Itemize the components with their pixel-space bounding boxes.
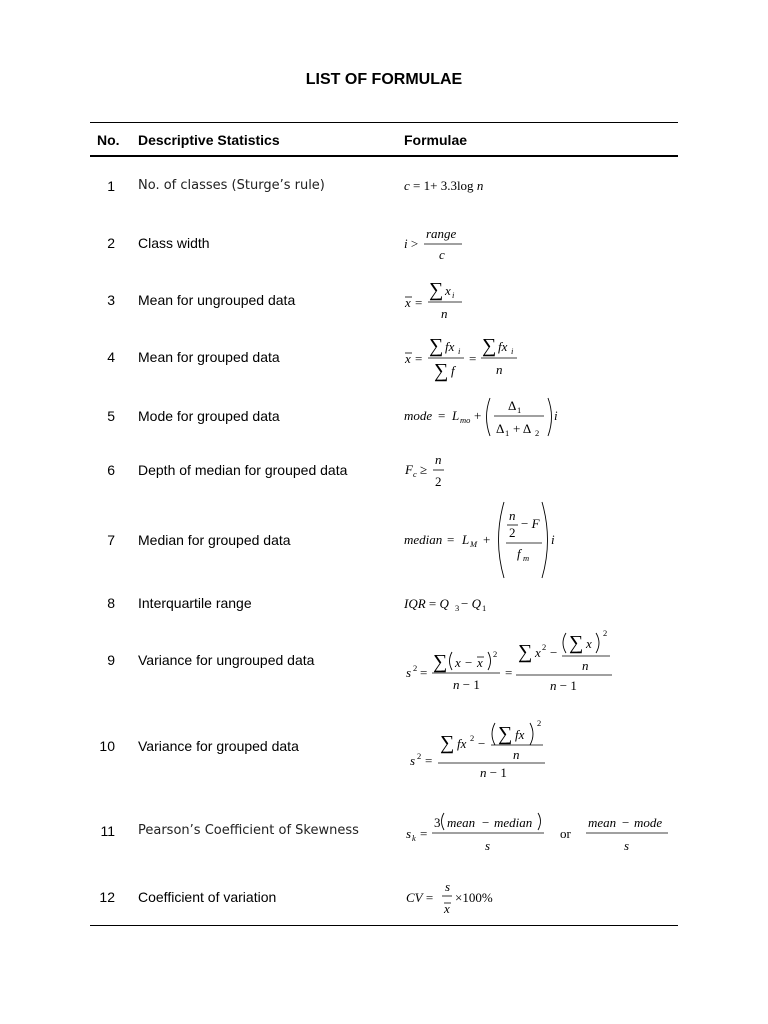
svg-text:3: 3 <box>455 603 460 613</box>
svg-text:+: + <box>474 408 482 423</box>
svg-text:∑: ∑ <box>429 335 444 357</box>
svg-text:i >: i > <box>404 236 419 251</box>
svg-text:3: 3 <box>434 815 441 830</box>
header-descriptive-statistics: Descriptive Statistics <box>138 132 280 148</box>
formula-median-grouped <box>400 498 580 582</box>
svg-text:x: x <box>477 655 483 670</box>
svg-text:2: 2 <box>493 649 498 659</box>
row-description: Coefficient of variation <box>138 889 277 905</box>
row-description: Variance for grouped data <box>138 738 299 754</box>
svg-text:2: 2 <box>470 733 475 743</box>
svg-text:n: n <box>509 508 516 523</box>
row-description: Variance for ungrouped data <box>138 652 315 668</box>
svg-text:+: + <box>483 532 491 547</box>
svg-text:s: s <box>485 838 491 853</box>
svg-text:fx: fx <box>445 339 455 354</box>
svg-text:=: = <box>425 753 433 768</box>
row-number: 9 <box>107 652 115 668</box>
svg-text:F: F <box>405 462 413 477</box>
formula-median-depth <box>400 450 520 496</box>
svg-text:x: x <box>586 636 592 651</box>
svg-text:or: or <box>560 826 571 841</box>
row-number: 6 <box>107 462 115 478</box>
row-description: Mode for grouped data <box>138 408 280 424</box>
svg-text:∑: ∑ <box>498 723 513 745</box>
svg-text:M: M <box>470 539 478 549</box>
row-number: 10 <box>99 738 115 754</box>
svg-text:i: i <box>551 532 555 547</box>
svg-text:L: L <box>452 408 460 423</box>
svg-text:2: 2 <box>413 663 418 673</box>
row-number: 4 <box>107 349 115 365</box>
formula-mode-grouped <box>400 392 580 442</box>
svg-text:=: = <box>469 351 477 366</box>
svg-text:×100%: ×100% <box>455 890 493 905</box>
svg-text:=: = <box>420 665 428 680</box>
svg-text:mode: mode <box>404 408 433 423</box>
svg-text:c = 1+ 3.3log n: c = 1+ 3.3log n <box>404 178 484 193</box>
svg-text:i: i <box>511 346 514 356</box>
svg-text:=: = <box>447 532 455 547</box>
row-number: 12 <box>99 889 115 905</box>
row-description: Interquartile range <box>138 595 252 611</box>
svg-text:f: f <box>451 363 455 378</box>
svg-text:c: c <box>439 247 445 262</box>
svg-text:mean: mean <box>588 815 617 830</box>
row-description: Mean for ungrouped data <box>138 292 296 308</box>
table-top-rule <box>90 122 678 123</box>
svg-text:1: 1 <box>517 405 522 415</box>
svg-text:=: = <box>420 826 428 841</box>
svg-text:2: 2 <box>535 428 540 438</box>
svg-text:Δ: Δ <box>508 398 517 413</box>
svg-text:∑: ∑ <box>569 632 584 654</box>
svg-text:x: x <box>445 283 451 298</box>
svg-text:∑: ∑ <box>518 641 533 663</box>
svg-text:median: median <box>494 815 533 830</box>
svg-text:i: i <box>458 346 461 356</box>
svg-text:∑: ∑ <box>482 335 497 357</box>
svg-text:fx: fx <box>457 736 467 751</box>
svg-text:2: 2 <box>542 642 547 652</box>
svg-text:−: − <box>550 645 558 660</box>
svg-text:s: s <box>445 879 451 894</box>
svg-text:≥: ≥ <box>420 462 428 477</box>
svg-text:x: x <box>405 351 411 366</box>
page-title: LIST OF FORMULAE <box>305 71 463 88</box>
row-description: Depth of median for grouped data <box>138 462 348 478</box>
svg-text:=: = <box>505 665 513 680</box>
svg-text:x: x <box>455 655 461 670</box>
svg-text:n − 1: n − 1 <box>453 677 480 692</box>
svg-text:2: 2 <box>537 718 542 728</box>
formula-variance-ungrouped <box>400 626 640 698</box>
row-description: Mean for grouped data <box>138 349 280 365</box>
svg-text:L: L <box>462 532 470 547</box>
formula-pearson-skewness <box>400 808 680 858</box>
svg-text:c: c <box>413 469 417 479</box>
svg-text:CV =: CV = <box>406 890 434 905</box>
header-no: No. <box>97 132 120 148</box>
formula-interquartile-range <box>400 588 540 618</box>
row-number: 7 <box>107 532 115 548</box>
svg-text:x: x <box>535 645 541 660</box>
svg-text:n: n <box>496 362 503 377</box>
svg-text:k: k <box>412 833 416 843</box>
svg-text:2: 2 <box>435 474 442 489</box>
svg-text:∑: ∑ <box>433 651 448 673</box>
row-number: 5 <box>107 408 115 424</box>
svg-text:− F: − F <box>521 516 540 531</box>
svg-text:−: − <box>478 736 486 751</box>
row-description: Median for grouped data <box>138 532 291 548</box>
svg-text:2: 2 <box>509 525 516 540</box>
svg-text:2: 2 <box>417 751 422 761</box>
svg-text:median: median <box>404 532 443 547</box>
svg-text:s: s <box>410 753 416 768</box>
svg-text:s: s <box>624 838 630 853</box>
svg-text:=: = <box>415 351 423 366</box>
svg-text:−: − <box>622 815 630 830</box>
svg-text:m: m <box>523 553 530 563</box>
formula-variance-grouped <box>400 712 580 784</box>
table-bottom-rule <box>90 925 678 926</box>
svg-text:Δ: Δ <box>496 421 505 436</box>
svg-text:i: i <box>452 290 455 300</box>
header-bottom-rule <box>90 155 678 157</box>
svg-text:−: − <box>465 655 473 670</box>
svg-text:n: n <box>441 306 448 321</box>
svg-text:s: s <box>406 665 412 680</box>
svg-text:x: x <box>405 295 411 310</box>
svg-text:fx: fx <box>515 727 525 742</box>
svg-text:=: = <box>438 408 446 423</box>
formula-coefficient-of-variation <box>400 876 560 922</box>
svg-text:s: s <box>406 826 412 841</box>
svg-text:fx: fx <box>498 339 508 354</box>
svg-text:n: n <box>435 452 442 467</box>
svg-text:+ Δ: + Δ <box>513 421 532 436</box>
row-description: Class width <box>138 235 210 251</box>
svg-text:x: x <box>444 901 450 916</box>
row-number: 8 <box>107 595 115 611</box>
header-formulae: Formulae <box>404 132 468 148</box>
svg-text:∑: ∑ <box>434 360 449 382</box>
svg-text:n − 1: n − 1 <box>480 765 507 780</box>
svg-text:1: 1 <box>482 603 487 613</box>
svg-text:i: i <box>554 408 558 423</box>
svg-text:−: − <box>482 815 490 830</box>
row-number: 11 <box>100 823 115 839</box>
svg-text:=: = <box>415 295 423 310</box>
svg-text:n: n <box>582 658 589 673</box>
row-number: 3 <box>107 292 115 308</box>
svg-text:∑: ∑ <box>429 279 444 301</box>
formula-class-width <box>400 222 560 268</box>
row-description: No. of classes (Sturge’s rule) <box>138 178 325 193</box>
svg-text:n: n <box>513 747 520 762</box>
svg-text:2: 2 <box>603 628 608 638</box>
svg-text:∑: ∑ <box>440 732 455 754</box>
svg-text:IQR = Q: IQR = Q <box>404 596 449 611</box>
svg-text:− Q: − Q <box>461 596 481 611</box>
svg-text:range: range <box>426 226 457 241</box>
svg-text:n − 1: n − 1 <box>550 678 577 693</box>
svg-text:f: f <box>517 546 521 561</box>
svg-text:mo: mo <box>460 415 471 425</box>
row-description: Pearson’s Coefficient of Skewness <box>138 823 359 838</box>
svg-text:1: 1 <box>505 428 510 438</box>
svg-text:mean: mean <box>447 815 476 830</box>
formula-mean-ungrouped <box>400 278 560 324</box>
formula-number-of-classes <box>400 170 560 200</box>
svg-text:mode: mode <box>634 815 663 830</box>
row-number: 2 <box>107 235 115 251</box>
row-number: 1 <box>107 178 115 194</box>
formula-mean-grouped <box>400 334 560 382</box>
